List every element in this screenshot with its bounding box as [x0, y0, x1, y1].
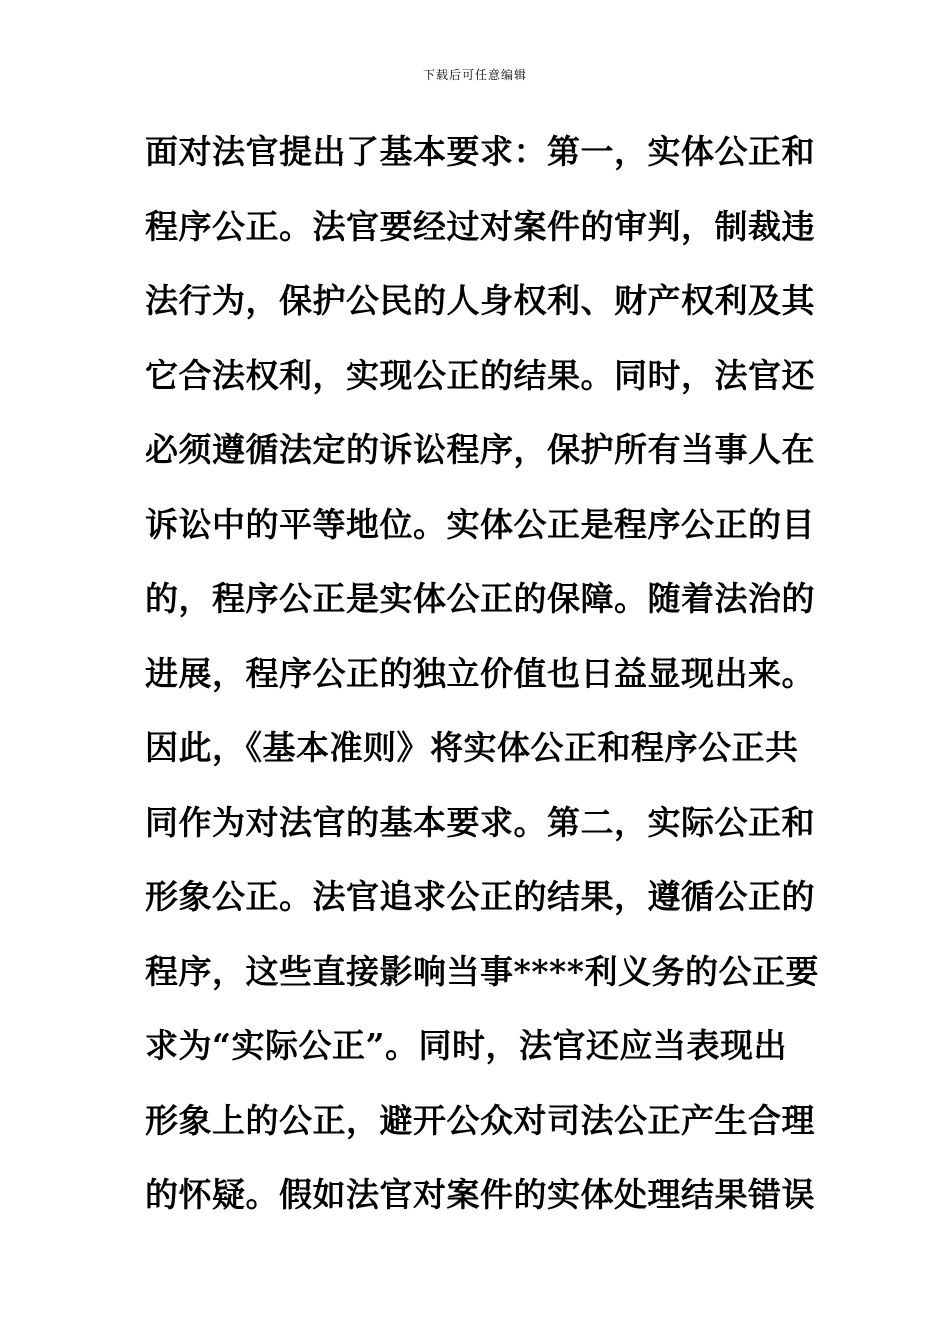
text-line: 程序公正。法官要经过对案件的审判，制裁违 [145, 206, 815, 246]
text-line: 形象上的公正，避开公众对司法公正产生合理 [145, 1100, 815, 1140]
text-line: 法行为，保护公民的人身权利、财产权利及其 [145, 281, 815, 320]
text-line: 面对法官提出了基本要求：第一，实体公正和 [145, 132, 815, 171]
text-line: 同作为对法官的基本要求。第二，实际公正和 [145, 802, 815, 842]
document-body [145, 115, 820, 1233]
page-header: 下载后可任意编辑 [422, 68, 527, 82]
text-line: 必须遵循法定的诉讼程序，保护所有当事人在 [145, 430, 815, 469]
text-line: 因此，《基本准则》将实体公正和程序公正共 [145, 728, 799, 767]
text-line: 形象公正。法官追求公正的结果，遵循公正的 [145, 877, 815, 916]
text-line: 程序，这些直接影响当事****利义务的公正要 [145, 951, 820, 991]
text-line: 的怀疑。假如法官对案件的实体处理结果错误 [145, 1175, 815, 1214]
text-line: 求为“实际公正”。同时，法官还应当表现出 [145, 1026, 787, 1065]
text-line: 诉讼中的平等地位。实体公正是程序公正的目 [145, 504, 815, 544]
text-line: 的，程序公正是实体公正的保障。随着法治的 [145, 579, 815, 618]
text-line: 进展，程序公正的独立价值也日益显现出来。 [145, 653, 815, 693]
text-line: 它合法权利，实现公正的结果。同时，法官还 [145, 355, 815, 395]
